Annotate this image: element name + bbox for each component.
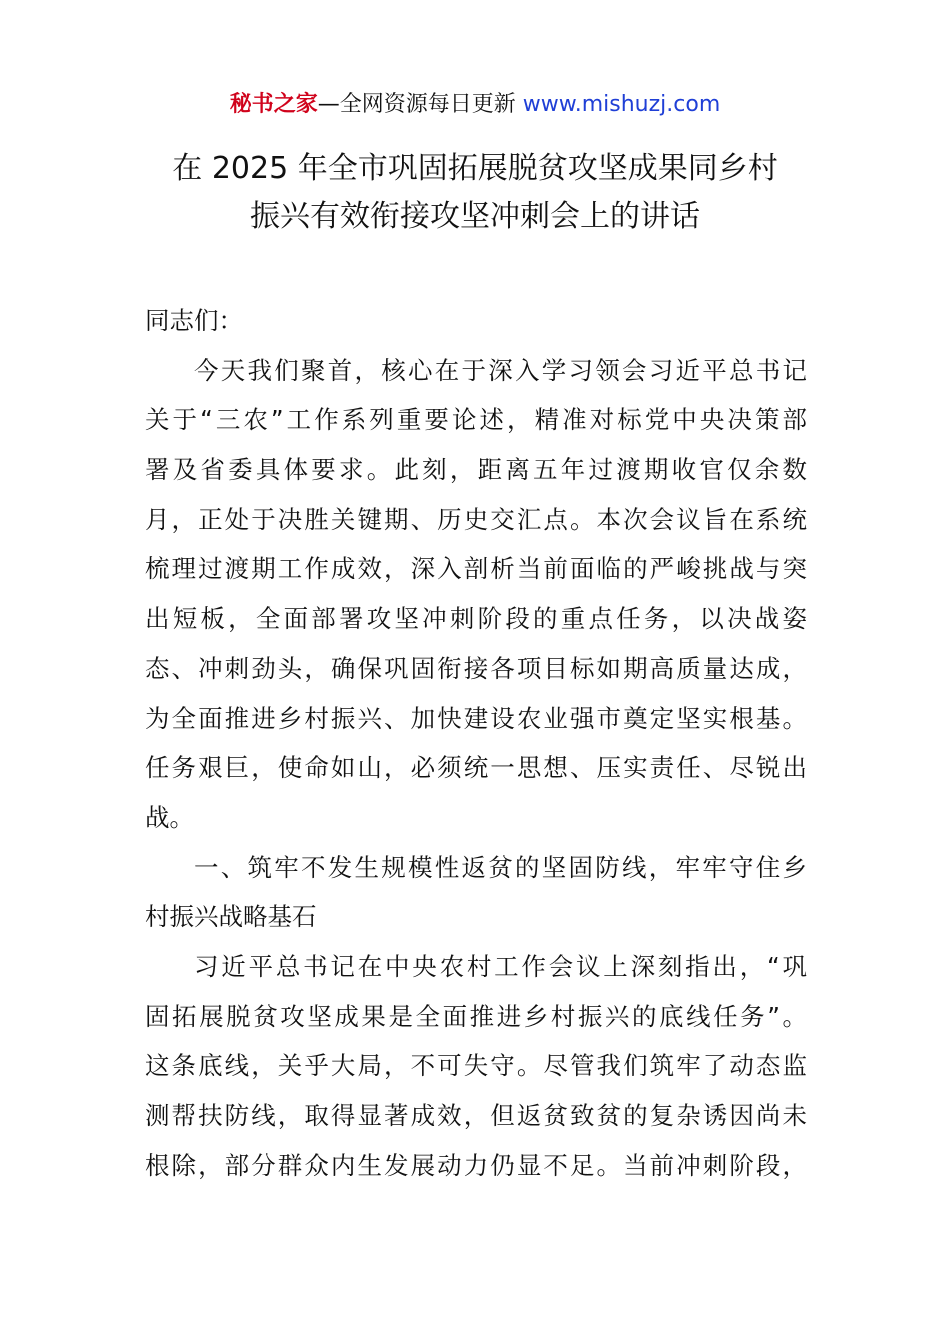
title-line: 振兴有效衔接攻坚冲刺会上的讲话 bbox=[250, 199, 700, 234]
paragraph-line: 固拓展脱贫攻坚成果是全面推进乡村振兴的底线任务”。 bbox=[145, 1001, 807, 1031]
paragraph-line: 梳理过渡期工作成效，深入剖析当前面临的严峻挑战与突 bbox=[145, 554, 807, 584]
paragraph-line: 任务艰巨，使命如山，必须统一思想、压实责任、尽锐出 bbox=[145, 753, 807, 783]
document-body bbox=[145, 296, 807, 1190]
section-heading-line: 一、筑牢不发生规模性返贫的坚固防线，牢牢守住乡 bbox=[194, 852, 807, 882]
paragraph-line: 月，正处于决胜关键期、历史交汇点。本次会议旨在系统 bbox=[145, 504, 807, 534]
header-tagline: —全网资源每日更新 bbox=[317, 92, 516, 117]
document-title bbox=[0, 145, 950, 241]
paragraph-line: 战。 bbox=[145, 802, 194, 832]
paragraph-line: 测帮扶防线，取得显著成效，但返贫致贫的复杂诱因尚未 bbox=[145, 1101, 807, 1130]
section-heading-line: 村振兴战略基石 bbox=[145, 902, 317, 932]
paragraph-line: 态、冲刺劲头，确保巩固衔接各项目标如期高质量达成， bbox=[145, 653, 807, 683]
paragraph-line: 关于“三农”工作系列重要论述，精准对标党中央决策部 bbox=[145, 405, 807, 435]
salutation: 同志们： bbox=[145, 306, 243, 335]
paragraph-line: 今天我们聚首，核心在于深入学习领会习近平总书记 bbox=[194, 355, 807, 385]
paragraph-line: 出短板，全面部署攻坚冲刺阶段的重点任务，以决战姿 bbox=[145, 604, 807, 634]
title-line: 在 2025 年全市巩固拓展脱贫攻坚成果同乡村 bbox=[172, 151, 778, 186]
paragraph-line: 这条底线，关乎大局，不可失守。尽管我们筑牢了动态监 bbox=[145, 1051, 807, 1081]
paragraph-line: 为全面推进乡村振兴、加快建设农业强市奠定坚实根基。 bbox=[145, 703, 807, 733]
site-url[interactable]: www.mishuzj.com bbox=[522, 92, 721, 117]
paragraph-line: 根除，部分群众内生发展动力仍显不足。当前冲刺阶段， bbox=[145, 1150, 807, 1180]
paragraph-line: 署及省委具体要求。此刻，距离五年过渡期收官仅余数 bbox=[145, 455, 807, 485]
paragraph-line: 习近平总书记在中央农村工作会议上深刻指出，“巩 bbox=[194, 951, 807, 981]
site-header bbox=[0, 88, 950, 122]
brand-name: 秘书之家 bbox=[229, 92, 318, 117]
